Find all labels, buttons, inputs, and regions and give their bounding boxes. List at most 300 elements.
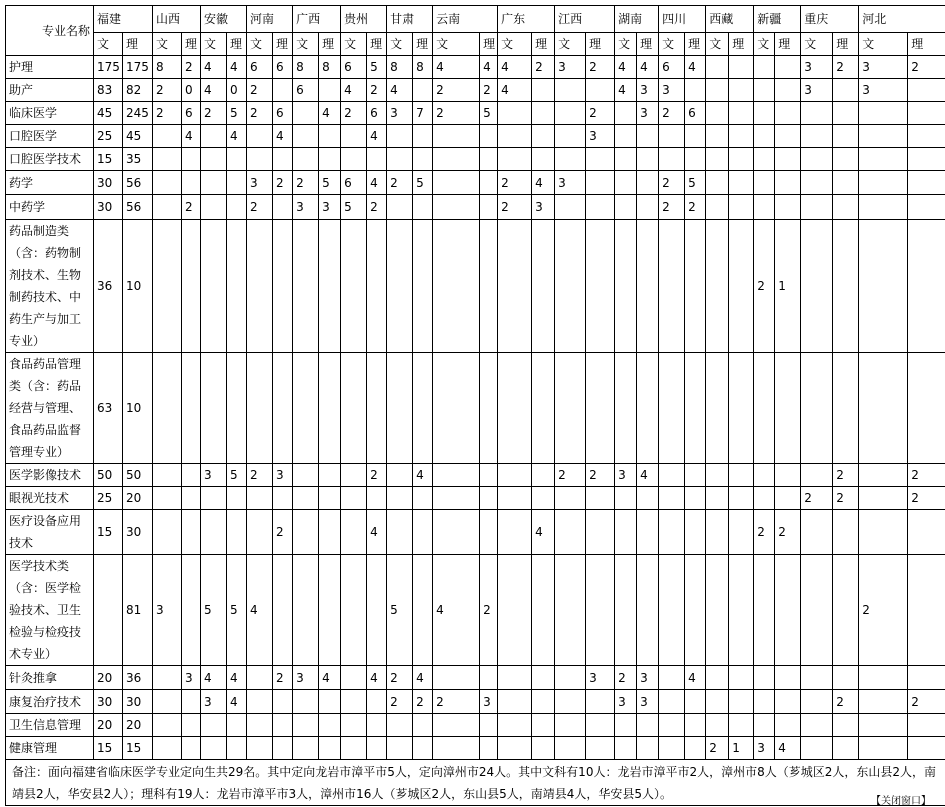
quota-cell: 30	[94, 171, 123, 195]
quota-cell	[532, 79, 555, 102]
quota-cell: 3	[615, 690, 637, 714]
quota-cell	[182, 510, 201, 555]
quota-cell: 6	[659, 56, 685, 79]
quota-cell: 2	[833, 464, 859, 487]
header-subject-science: 理	[637, 33, 659, 56]
quota-cell	[706, 555, 729, 666]
quota-cell	[555, 125, 586, 148]
quota-cell: 6	[367, 102, 387, 125]
quota-cell	[637, 148, 659, 171]
quota-cell	[480, 195, 498, 220]
quota-cell	[706, 666, 729, 690]
quota-cell	[201, 510, 227, 555]
quota-cell	[227, 220, 247, 353]
quota-cell: 2	[532, 56, 555, 79]
quota-cell	[341, 555, 367, 666]
quota-cell	[182, 737, 201, 760]
quota-cell: 3	[586, 666, 615, 690]
quota-cell: 2	[433, 79, 480, 102]
major-name-cell: 食品药品管理类（含：药品经营与管理、食品药品监督管理专业）	[6, 353, 94, 464]
quota-cell	[413, 195, 433, 220]
major-name-cell: 护理	[6, 56, 94, 79]
quota-cell	[637, 353, 659, 464]
quota-cell	[341, 487, 367, 510]
quota-cell: 2	[367, 79, 387, 102]
quota-cell: 4	[498, 79, 532, 102]
quota-cell: 4	[227, 56, 247, 79]
quota-cell	[859, 690, 908, 714]
quota-cell	[341, 220, 367, 353]
quota-cell: 82	[123, 79, 153, 102]
header-subject-science: 理	[586, 33, 615, 56]
quota-cell	[801, 714, 833, 737]
header-subject-science: 理	[775, 33, 801, 56]
quota-cell	[182, 555, 201, 666]
quota-cell	[532, 220, 555, 353]
quota-cell	[319, 487, 341, 510]
quota-cell	[908, 220, 945, 353]
quota-cell	[706, 56, 729, 79]
quota-cell	[498, 690, 532, 714]
quota-cell: 2	[586, 102, 615, 125]
quota-cell	[227, 487, 247, 510]
quota-cell: 6	[273, 102, 293, 125]
header-row-provinces	[6, 6, 945, 33]
quota-cell	[775, 125, 801, 148]
quota-cell	[555, 195, 586, 220]
quota-cell	[729, 148, 754, 171]
quota-cell: 3	[801, 56, 833, 79]
quota-cell	[859, 195, 908, 220]
quota-cell	[729, 510, 754, 555]
quota-cell	[615, 195, 637, 220]
quota-cell	[801, 690, 833, 714]
quota-cell	[293, 220, 319, 353]
quota-cell	[637, 125, 659, 148]
quota-cell	[480, 666, 498, 690]
major-name-cell: 健康管理	[6, 737, 94, 760]
quota-cell	[293, 148, 319, 171]
table-row	[6, 79, 945, 102]
quota-cell	[586, 690, 615, 714]
header-province: 河北	[859, 6, 945, 33]
quota-cell	[201, 353, 227, 464]
quota-cell	[532, 148, 555, 171]
quota-cell	[615, 125, 637, 148]
quota-cell	[319, 690, 341, 714]
quota-cell	[433, 195, 480, 220]
quota-cell: 8	[319, 56, 341, 79]
quota-cell	[706, 487, 729, 510]
quota-cell	[555, 714, 586, 737]
quota-cell	[247, 148, 273, 171]
quota-cell	[413, 125, 433, 148]
quota-cell	[273, 714, 293, 737]
quota-cell: 4	[685, 56, 706, 79]
quota-cell	[153, 510, 182, 555]
quota-cell	[729, 714, 754, 737]
quota-cell	[413, 353, 433, 464]
quota-cell: 4	[319, 666, 341, 690]
quota-cell	[637, 220, 659, 353]
quota-cell	[754, 56, 775, 79]
quota-cell: 4	[480, 56, 498, 79]
header-subject-science: 理	[319, 33, 341, 56]
quota-cell	[341, 510, 367, 555]
quota-cell	[908, 714, 945, 737]
quota-cell: 3	[273, 464, 293, 487]
quota-cell	[387, 464, 413, 487]
header-subject-arts: 文	[153, 33, 182, 56]
quota-cell: 4	[498, 56, 532, 79]
header-province: 福建	[94, 6, 153, 33]
quota-cell: 1	[775, 220, 801, 353]
quota-cell	[801, 353, 833, 464]
quota-cell	[775, 666, 801, 690]
quota-cell: 7	[413, 102, 433, 125]
quota-cell	[775, 555, 801, 666]
quota-cell: 2	[182, 56, 201, 79]
quota-cell: 2	[367, 195, 387, 220]
quota-cell	[182, 487, 201, 510]
header-province: 甘肃	[387, 6, 433, 33]
quota-cell	[555, 510, 586, 555]
quota-cell: 4	[227, 690, 247, 714]
quota-cell: 4	[637, 56, 659, 79]
header-province: 重庆	[801, 6, 859, 33]
quota-cell: 3	[586, 125, 615, 148]
quota-cell: 2	[659, 102, 685, 125]
header-subject-science: 理	[908, 33, 945, 56]
quota-cell	[833, 555, 859, 666]
header-subject-arts: 文	[94, 33, 123, 56]
quota-cell	[908, 102, 945, 125]
quota-cell: 15	[123, 737, 153, 760]
quota-cell	[729, 125, 754, 148]
quota-cell: 6	[273, 56, 293, 79]
quota-cell	[801, 666, 833, 690]
quota-cell	[754, 464, 775, 487]
quota-cell: 4	[201, 666, 227, 690]
quota-cell	[273, 737, 293, 760]
quota-cell	[480, 464, 498, 487]
quota-cell	[273, 148, 293, 171]
quota-cell: 8	[293, 56, 319, 79]
major-name-cell: 临床医学	[6, 102, 94, 125]
quota-cell	[367, 714, 387, 737]
quota-cell: 2	[659, 171, 685, 195]
quota-cell	[201, 220, 227, 353]
quota-cell	[833, 102, 859, 125]
quota-cell	[908, 79, 945, 102]
header-province: 贵州	[341, 6, 387, 33]
major-name-cell: 药品制造类（含：药物制剂技术、生物制药技术、中药生产与加工专业）	[6, 220, 94, 353]
quota-cell	[433, 510, 480, 555]
quota-cell	[532, 666, 555, 690]
quota-cell	[685, 714, 706, 737]
quota-cell	[801, 555, 833, 666]
quota-cell	[247, 737, 273, 760]
quota-cell	[833, 220, 859, 353]
quota-cell	[387, 353, 413, 464]
header-subject-arts: 文	[801, 33, 833, 56]
quota-cell	[586, 487, 615, 510]
quota-cell	[341, 148, 367, 171]
quota-cell	[413, 555, 433, 666]
quota-cell: 4	[201, 79, 227, 102]
quota-cell	[775, 714, 801, 737]
quota-cell: 2	[754, 510, 775, 555]
quota-cell: 2	[833, 487, 859, 510]
header-province: 广东	[498, 6, 555, 33]
header-subject-arts: 文	[615, 33, 637, 56]
quota-cell	[201, 737, 227, 760]
quota-cell: 3	[637, 690, 659, 714]
quota-cell	[293, 714, 319, 737]
quota-cell	[754, 79, 775, 102]
quota-cell	[555, 79, 586, 102]
quota-cell: 2	[201, 102, 227, 125]
quota-cell	[659, 220, 685, 353]
quota-cell: 2	[555, 464, 586, 487]
quota-cell	[801, 195, 833, 220]
quota-cell	[293, 353, 319, 464]
quota-cell	[555, 102, 586, 125]
major-name-cell: 卫生信息管理	[6, 714, 94, 737]
quota-cell	[706, 195, 729, 220]
quota-cell	[498, 148, 532, 171]
table-row	[6, 555, 945, 666]
header-major-label: 专业名称	[6, 6, 94, 56]
major-name-cell: 针灸推拿	[6, 666, 94, 690]
quota-cell: 2	[273, 510, 293, 555]
quota-cell	[413, 220, 433, 353]
quota-cell: 245	[123, 102, 153, 125]
quota-cell: 25	[94, 487, 123, 510]
quota-cell: 30	[94, 690, 123, 714]
header-subject-science: 理	[273, 33, 293, 56]
header-subject-science: 理	[413, 33, 433, 56]
quota-cell: 4	[433, 555, 480, 666]
quota-cell: 3	[659, 79, 685, 102]
quota-cell	[498, 464, 532, 487]
quota-cell	[387, 148, 413, 171]
quota-cell: 4	[247, 555, 273, 666]
table-row	[6, 102, 945, 125]
quota-cell	[413, 714, 433, 737]
quota-cell: 8	[387, 56, 413, 79]
quota-cell: 4	[182, 125, 201, 148]
quota-cell	[413, 737, 433, 760]
quota-cell	[706, 464, 729, 487]
quota-cell	[182, 148, 201, 171]
quota-cell	[413, 148, 433, 171]
quota-cell	[387, 714, 413, 737]
quota-cell	[367, 555, 387, 666]
quota-cell: 2	[293, 171, 319, 195]
header-province: 安徽	[201, 6, 247, 33]
quota-cell	[729, 487, 754, 510]
quota-cell	[586, 510, 615, 555]
quota-cell	[586, 171, 615, 195]
quota-cell: 3	[182, 666, 201, 690]
quota-cell	[201, 714, 227, 737]
quota-cell	[637, 195, 659, 220]
note-text: 备注：面向福建省临床医学专业定向生共29名。其中定向龙岩市漳平市5人，定向漳州市24人。其中文科有10人：龙岩市漳平市2人，漳州市8人（芗城区2人，东山县2人，南靖县2人，华安县2人）；理科有19人：龙岩市漳平市3人，漳州市16人（芗城区2人，东山县5人，南靖县4人，华安县5人）。	[6, 760, 945, 806]
quota-cell: 15	[94, 148, 123, 171]
quota-cell	[754, 148, 775, 171]
quota-cell	[153, 487, 182, 510]
quota-cell: 2	[586, 56, 615, 79]
quota-cell	[659, 510, 685, 555]
quota-cell	[637, 737, 659, 760]
quota-cell	[637, 171, 659, 195]
quota-cell	[859, 220, 908, 353]
quota-cell	[685, 220, 706, 353]
quota-cell: 4	[341, 79, 367, 102]
quota-cell	[615, 353, 637, 464]
quota-cell	[659, 666, 685, 690]
quota-cell: 3	[247, 171, 273, 195]
quota-cell: 2	[659, 195, 685, 220]
header-province: 江西	[555, 6, 615, 33]
quota-cell	[153, 737, 182, 760]
quota-cell	[729, 102, 754, 125]
quota-cell	[908, 195, 945, 220]
quota-cell	[908, 737, 945, 760]
quota-cell: 1	[729, 737, 754, 760]
quota-cell: 2	[706, 737, 729, 760]
quota-cell: 4	[637, 464, 659, 487]
quota-cell	[319, 510, 341, 555]
quota-cell	[859, 737, 908, 760]
quota-cell	[153, 714, 182, 737]
quota-cell: 2	[247, 464, 273, 487]
quota-cell	[94, 555, 123, 666]
quota-cell	[319, 353, 341, 464]
header-subject-science: 理	[227, 33, 247, 56]
quota-cell: 50	[94, 464, 123, 487]
quota-cell	[498, 737, 532, 760]
quota-cell: 2	[247, 79, 273, 102]
header-subject-arts: 文	[247, 33, 273, 56]
quota-cell: 2	[480, 555, 498, 666]
quota-cell: 2	[775, 510, 801, 555]
table-row	[6, 464, 945, 487]
quota-cell: 2	[801, 487, 833, 510]
quota-cell	[293, 487, 319, 510]
quota-cell: 6	[293, 79, 319, 102]
table-row	[6, 690, 945, 714]
quota-cell	[685, 79, 706, 102]
quota-cell	[319, 148, 341, 171]
quota-cell: 2	[153, 79, 182, 102]
quota-cell	[908, 353, 945, 464]
quota-cell	[859, 353, 908, 464]
quota-cell	[532, 353, 555, 464]
quota-cell	[833, 666, 859, 690]
quota-cell	[685, 690, 706, 714]
quota-cell	[433, 353, 480, 464]
quota-cell	[293, 690, 319, 714]
quota-cell	[555, 148, 586, 171]
quota-cell	[480, 714, 498, 737]
quota-cell: 4	[413, 464, 433, 487]
quota-cell	[706, 102, 729, 125]
major-name-cell: 助产	[6, 79, 94, 102]
quota-cell: 2	[341, 102, 367, 125]
quota-cell	[433, 125, 480, 148]
table-row	[6, 56, 945, 79]
close-window-link[interactable]: 【关闭窗口】	[871, 797, 931, 807]
quota-cell	[480, 148, 498, 171]
major-name-cell: 医学技术类（含：医学检验技术、卫生检验与检疫技术专业）	[6, 555, 94, 666]
quota-cell: 4	[367, 171, 387, 195]
quota-cell	[293, 555, 319, 666]
quota-cell	[367, 220, 387, 353]
quota-cell	[227, 737, 247, 760]
quota-cell	[367, 148, 387, 171]
quota-cell: 175	[123, 56, 153, 79]
quota-cell	[586, 79, 615, 102]
quota-cell	[480, 487, 498, 510]
quota-cell	[182, 353, 201, 464]
quota-cell	[586, 220, 615, 353]
quota-cell	[586, 148, 615, 171]
quota-cell: 20	[94, 666, 123, 690]
header-province: 广西	[293, 6, 341, 33]
quota-cell: 2	[387, 690, 413, 714]
quota-cell	[586, 714, 615, 737]
quota-cell	[367, 737, 387, 760]
quota-cell: 2	[182, 195, 201, 220]
quota-cell	[729, 79, 754, 102]
quota-cell	[532, 690, 555, 714]
quota-cell: 3	[201, 464, 227, 487]
quota-cell: 50	[123, 464, 153, 487]
quota-cell: 2	[586, 464, 615, 487]
quota-cell: 5	[201, 555, 227, 666]
quota-cell: 2	[273, 666, 293, 690]
quota-cell	[833, 125, 859, 148]
quota-cell	[615, 487, 637, 510]
quota-cell: 3	[859, 79, 908, 102]
quota-cell	[413, 510, 433, 555]
quota-cell	[387, 737, 413, 760]
quota-cell	[729, 555, 754, 666]
quota-cell	[201, 487, 227, 510]
quota-cell	[532, 464, 555, 487]
quota-cell	[555, 353, 586, 464]
quota-cell	[319, 464, 341, 487]
quota-cell	[341, 714, 367, 737]
header-subject-science: 理	[480, 33, 498, 56]
quota-cell	[859, 148, 908, 171]
quota-cell	[273, 555, 293, 666]
quota-cell: 10	[123, 353, 153, 464]
table-row	[6, 220, 945, 353]
quota-cell: 8	[153, 56, 182, 79]
quota-cell	[908, 125, 945, 148]
quota-cell	[706, 148, 729, 171]
header-subject-science: 理	[367, 33, 387, 56]
quota-cell	[532, 102, 555, 125]
quota-cell: 2	[908, 56, 945, 79]
major-name-cell: 中药学	[6, 195, 94, 220]
quota-cell	[615, 102, 637, 125]
quota-cell: 30	[94, 195, 123, 220]
quota-cell	[555, 666, 586, 690]
